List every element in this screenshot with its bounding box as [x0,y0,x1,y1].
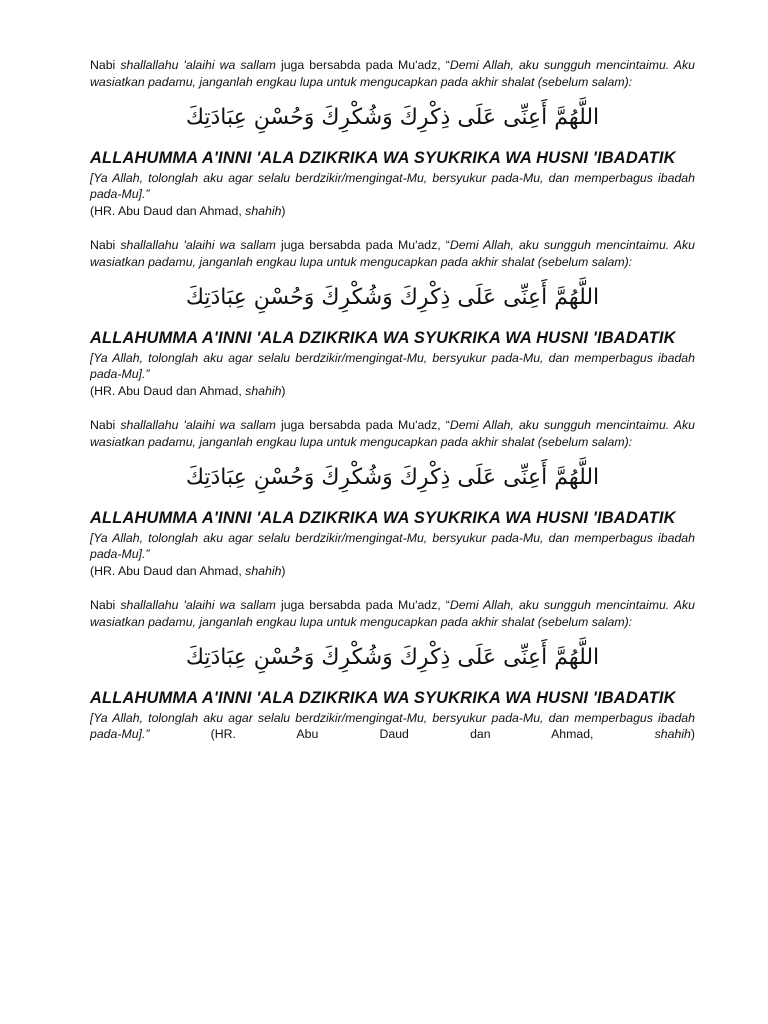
hadith-source [90,203,695,220]
meaning-text: [Ya Allah, tolonglah aku agar selalu berdzikir/mengingat-Mu, bersyukur pada-Mu, dan memperbagus ibadah pada-Mu].” [90,530,695,561]
source-suffix: ) [281,383,286,398]
intro-name: shallallahu 'alaihi wa sallam [120,238,276,252]
latin-transliteration: ALLAHUMMA A'INNI 'ALA DZIKRIKA WA SYUKRIKA WA HUSNI 'IBADATIK [90,509,676,527]
source-grade: shahih [654,727,691,741]
intro-middle: juga bersabda pada Mu'adz, “ [275,238,450,252]
source-suffix: ) [690,727,696,741]
intro-quote: Demi Allah, aku sungguh mencintaimu. Aku wasiatkan padamu, janganlah engkau lupa untuk mengucapkan pada akhir shalat (sebelum salam): [90,238,695,269]
document-page [90,57,695,761]
hadith-source [90,383,695,400]
prayer-meaning [90,350,695,383]
prayer-meaning [90,530,695,563]
meaning-text: [Ya Allah, tolonglah aku agar selalu berdzikir/mengingat-Mu, bersyukur pada-Mu, dan memperbagus ibadah pada-Mu].” [90,350,695,381]
intro-paragraph [90,597,695,630]
source-prefix: (HR. Abu Daud dan Ahmad, [90,203,246,218]
intro-quote: Demi Allah, aku sungguh mencintaimu. Aku wasiatkan padamu, janganlah engkau lupa untuk mengucapkan pada akhir shalat (sebelum salam): [90,418,695,449]
latin-transliteration: ALLAHUMMA A'INNI 'ALA DZIKRIKA WA SYUKRIKA WA HUSNI 'IBADATIK [90,689,676,707]
intro-prefix: Nabi [90,238,121,252]
source-prefix: (HR. Abu Daud dan Ahmad, [210,727,655,741]
intro-name: shallallahu 'alaihi wa sallam [120,598,276,612]
source-prefix: (HR. Abu Daud dan Ahmad, [90,563,246,578]
intro-prefix: Nabi [90,418,121,432]
arabic-prayer: اللَّهُمَّ أَعِنِّى عَلَى ذِكْرِكَ وَشُكْرِكَ وَحُسْنِ عِبَادَتِكَ [185,465,600,490]
latin-transliteration: ALLAHUMMA A'INNI 'ALA DZIKRIKA WA SYUKRIKA WA HUSNI 'IBADATIK [90,149,676,167]
source-grade: shahih [245,203,282,218]
intro-quote: Demi Allah, aku sungguh mencintaimu. Aku wasiatkan padamu, janganlah engkau lupa untuk mengucapkan pada akhir shalat (sebelum salam): [90,598,695,629]
intro-name: shallallahu 'alaihi wa sallam [120,58,276,72]
source-suffix: ) [281,203,286,218]
intro-quote: Demi Allah, aku sungguh mencintaimu. Aku wasiatkan padamu, janganlah engkau lupa untuk mengucapkan pada akhir shalat (sebelum salam): [90,58,695,89]
intro-middle: juga bersabda pada Mu'adz, “ [275,418,450,432]
arabic-prayer: اللَّهُمَّ أَعِنِّى عَلَى ذِكْرِكَ وَشُكْرِكَ وَحُسْنِ عِبَادَتِكَ [185,105,600,130]
latin-transliteration: ALLAHUMMA A'INNI 'ALA DZIKRIKA WA SYUKRIKA WA HUSNI 'IBADATIK [90,329,676,347]
intro-prefix: Nabi [90,58,121,72]
arabic-prayer: اللَّهُمَّ أَعِنِّى عَلَى ذِكْرِكَ وَشُكْرِكَ وَحُسْنِ عِبَادَتِكَ [185,285,600,310]
prayer-meaning [90,170,695,203]
hadith-block-3 [90,417,695,579]
source-grade: shahih [245,563,282,578]
hadith-block-4 [90,597,695,743]
meaning-text: [Ya Allah, tolonglah aku agar selalu berdzikir/mengingat-Mu, bersyukur pada-Mu, dan memperbagus ibadah pada-Mu].” [90,170,695,201]
intro-paragraph [90,417,695,450]
intro-name: shallallahu 'alaihi wa sallam [120,418,276,432]
intro-middle: juga bersabda pada Mu'adz, “ [275,598,450,612]
source-prefix: (HR. Abu Daud dan Ahmad, [90,383,246,398]
prayer-meaning-with-source [90,710,695,743]
intro-paragraph [90,237,695,270]
intro-middle: juga bersabda pada Mu'adz, “ [275,58,450,72]
arabic-prayer: اللَّهُمَّ أَعِنِّى عَلَى ذِكْرِكَ وَشُكْرِكَ وَحُسْنِ عِبَادَتِكَ [185,645,600,670]
intro-prefix: Nabi [90,598,121,612]
hadith-source [90,563,695,580]
source-grade: shahih [245,383,282,398]
intro-paragraph [90,57,695,90]
meaning-text: [Ya Allah, tolonglah aku agar selalu berdzikir/mengingat-Mu, bersyukur pada-Mu, dan memperbagus ibadah pada-Mu].” [90,710,695,741]
source-suffix: ) [281,563,286,578]
hadith-block-1 [90,57,695,219]
hadith-block-2 [90,237,695,399]
